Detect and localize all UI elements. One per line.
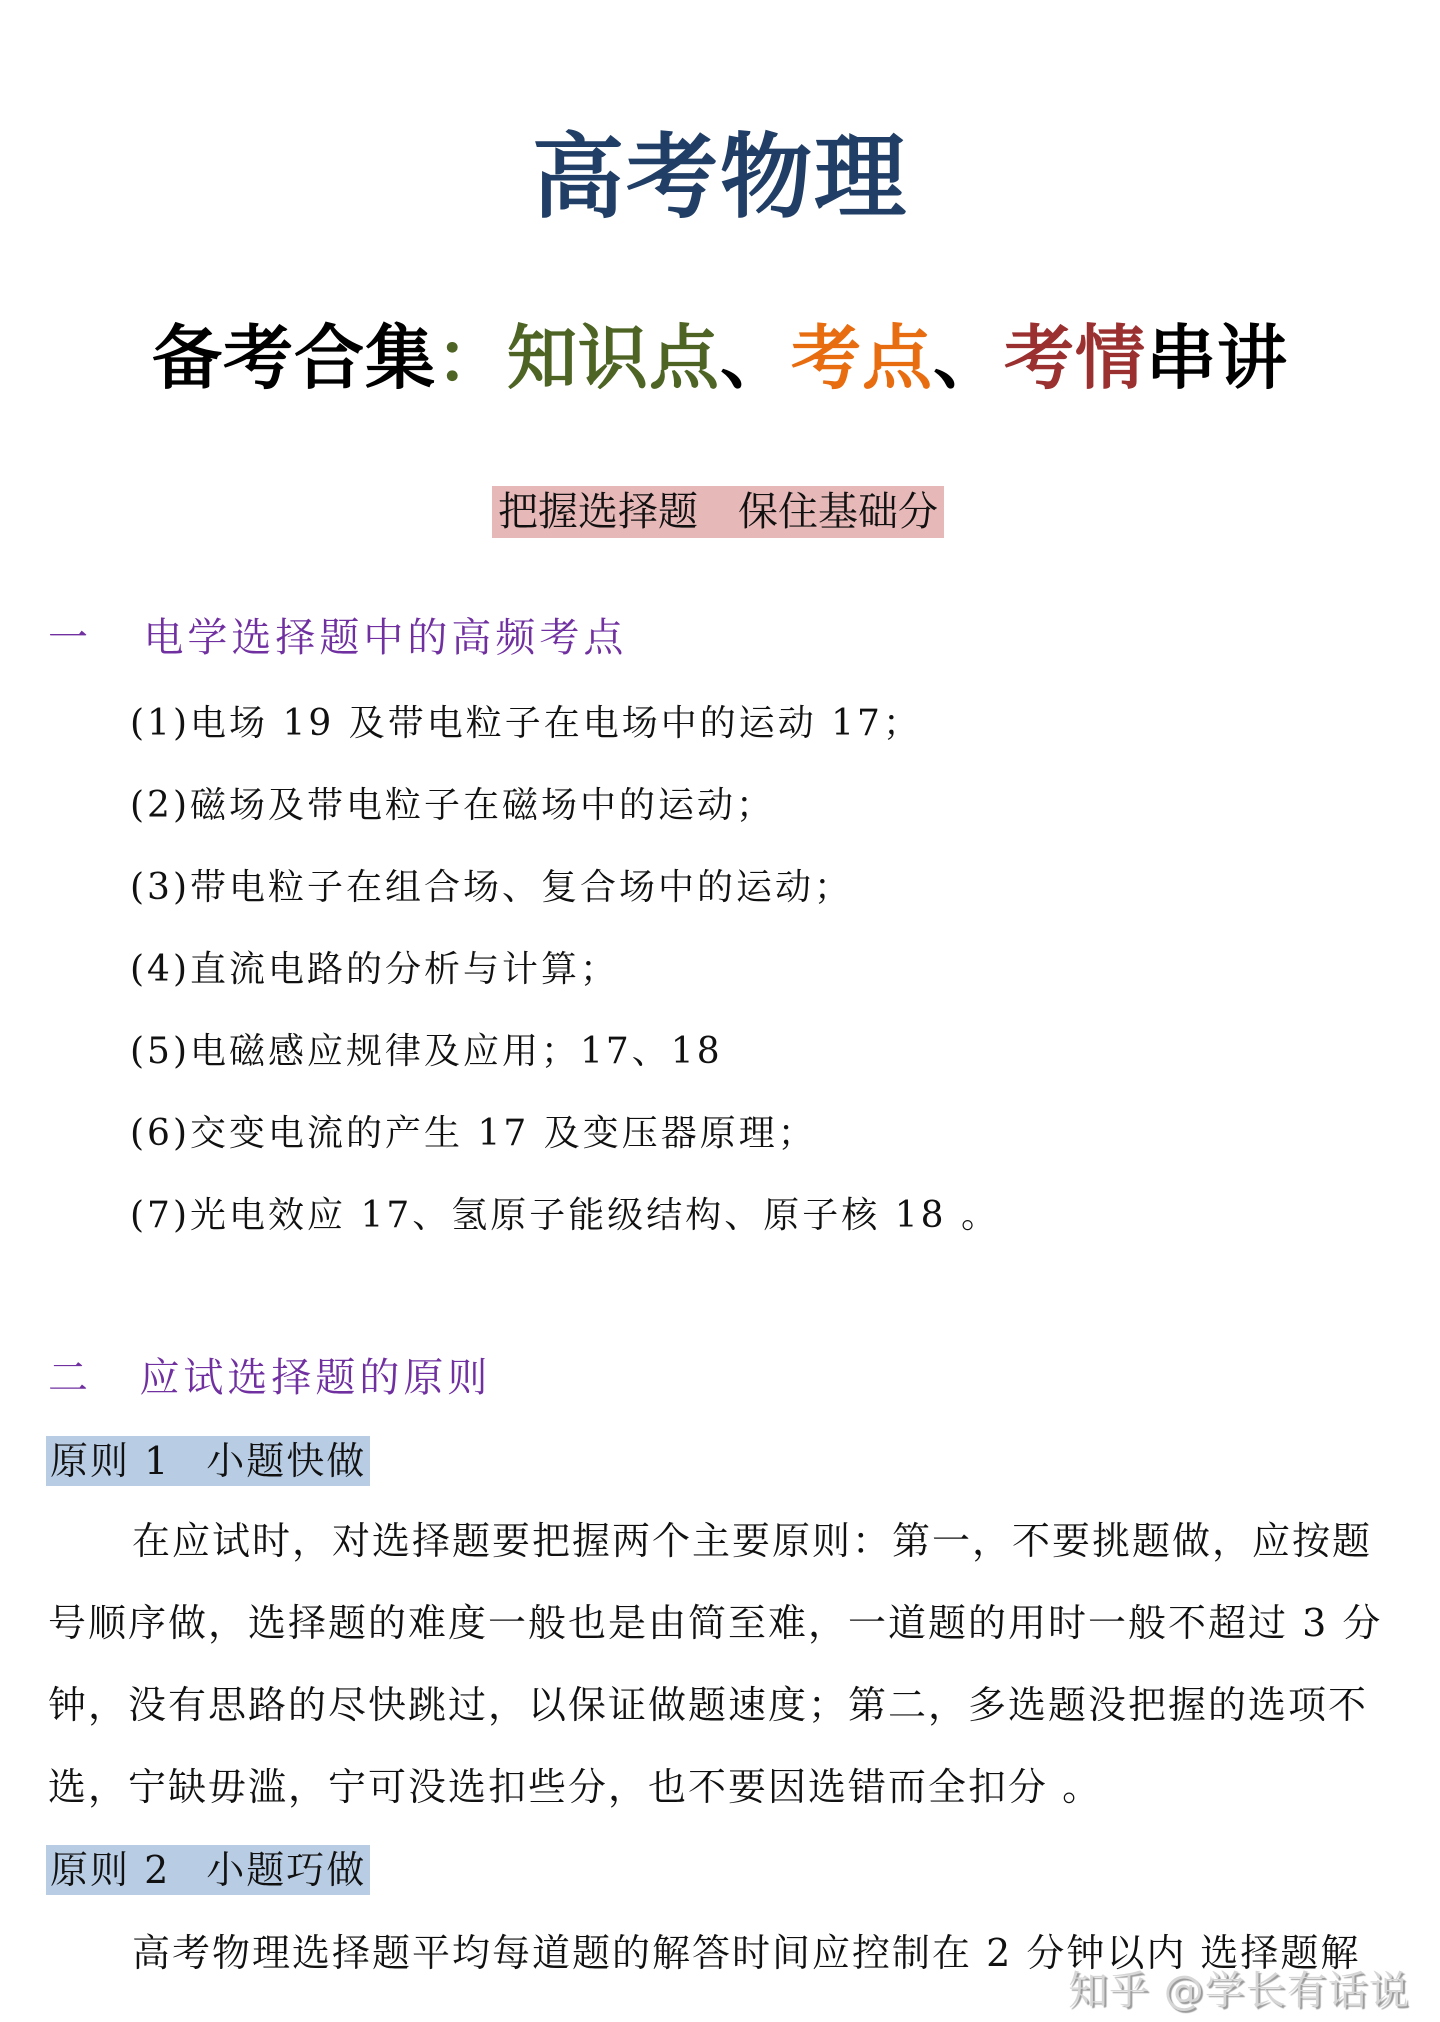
principle-1-paragraph — [48, 1500, 1414, 1828]
section-2-number: 二 — [48, 1355, 92, 1401]
section-1-heading — [48, 612, 627, 664]
paragraph-line: 号顺序做，选择题的难度一般也是由简至难，一道题的用时一般不超过 3 分 — [48, 1601, 1383, 1645]
list-item: (4)直流电路的分析与计算； — [130, 949, 619, 990]
principle-1-number: 原则 1 — [50, 1439, 171, 1483]
subtitle-colon: ： — [436, 317, 507, 399]
subtitle-part-knowledge: 知识点 — [507, 317, 720, 399]
list-item: (1)电场 19 及带电粒子在电场中的运动 17； — [130, 703, 922, 744]
list-item: (6)交变电流的产生 17 及变压器原理； — [130, 1113, 817, 1154]
page-title: 高考物理 — [531, 124, 908, 231]
subtitle-separator: 、 — [720, 317, 791, 399]
subtitle-part-collection: 备考合集 — [152, 317, 436, 399]
paragraph-line: 选，宁缺毋滥，宁可没选扣些分，也不要因选错而全扣分 。 — [48, 1765, 1103, 1809]
banner-highlight — [492, 486, 944, 538]
list-item: (3)带电粒子在组合场、复合场中的运动； — [130, 867, 853, 908]
banner-right: 保住基础分 — [738, 489, 938, 535]
section-1-title: 电学选择题中的高频考点 — [143, 615, 628, 661]
subtitle-part-lecture: 串讲 — [1146, 317, 1288, 399]
subtitle — [0, 318, 1440, 398]
paragraph-line: 在应试时，对选择题要把握两个主要原则：第一，不要挑题做，应按题 — [132, 1519, 1373, 1563]
subtitle-separator: 、 — [933, 317, 1004, 399]
section-2-heading — [48, 1352, 491, 1404]
watermark: 知乎 @学长有话说 — [1068, 1968, 1410, 2014]
list-item: (2)磁场及带电粒子在磁场中的运动； — [130, 785, 775, 826]
paragraph-line: 钟，没有思路的尽快跳过，以保证做题速度；第二，多选题没把握的选项不 — [48, 1683, 1369, 1727]
paragraph-line: 高考物理选择题平均每道题的解答时间应控制在 2 分钟以内 选择题解 — [132, 1931, 1361, 1975]
subtitle-part-exam-points: 考点 — [791, 317, 933, 399]
principle-2-label — [46, 1845, 370, 1895]
section-1-number: 一 — [48, 615, 92, 661]
list-item: (5)电磁感应规律及应用；17、18 — [130, 1031, 723, 1072]
list-item: (7)光电效应 17、氢原子能级结构、原子核 18 。 — [130, 1195, 1000, 1236]
banner-left: 把握选择题 — [498, 489, 698, 535]
principle-1-title: 小题快做 — [206, 1439, 367, 1483]
principle-2-number: 原则 2 — [50, 1848, 171, 1892]
principle-2-title: 小题巧做 — [206, 1848, 367, 1892]
section-2-title: 应试选择题的原则 — [139, 1355, 492, 1401]
subtitle-part-exam-trends: 考情 — [1004, 317, 1146, 399]
principle-1-label — [46, 1436, 370, 1486]
